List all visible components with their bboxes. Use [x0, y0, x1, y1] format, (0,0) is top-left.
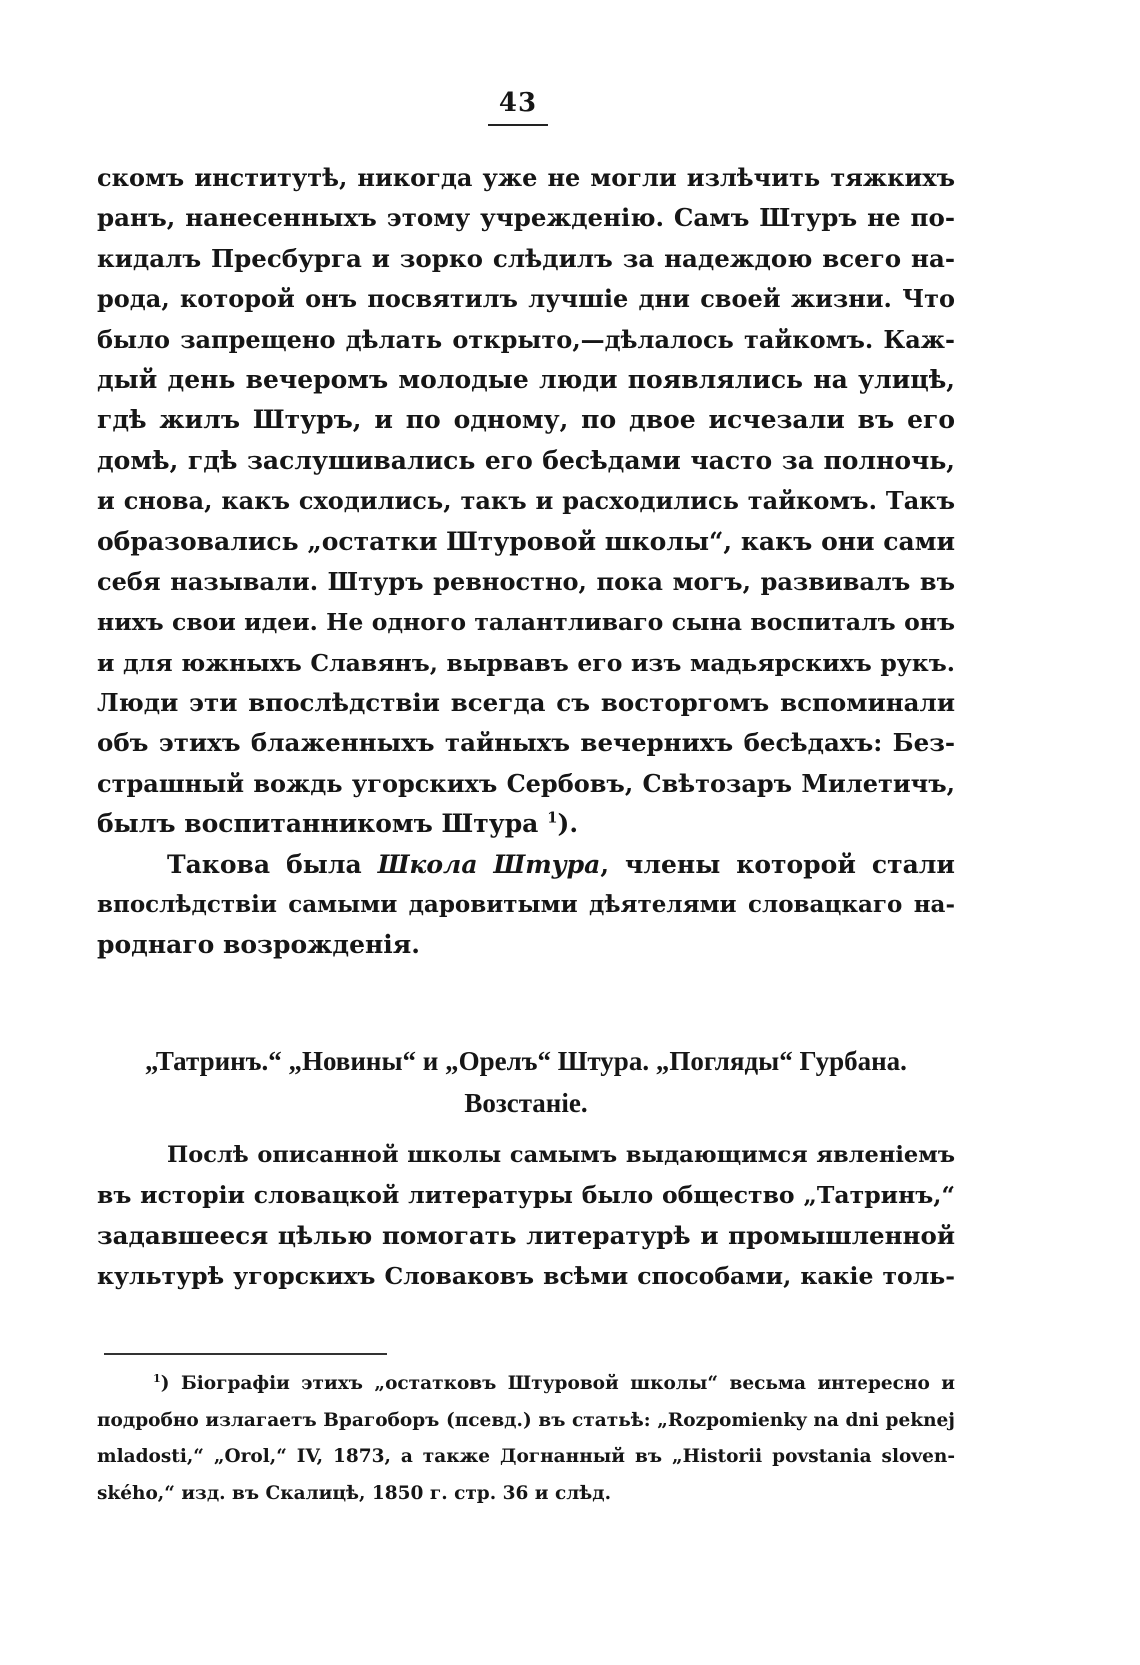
text-span: былъ воспитанникомъ Штура: [97, 809, 539, 839]
page-number-underline: [488, 124, 548, 126]
text-span: , члены которой стали: [600, 849, 955, 879]
text-line: и снова, какъ сходились, такъ и расходились тайкомъ. Такъ: [97, 486, 955, 516]
text-line: гдѣ жилъ Штуръ, и по одному, по двое исчезали въ его: [97, 405, 955, 435]
footnote-line: mladosti,“ „Orol,“ IV, 1873, а также Догнанный въ „Historii povstania sloven-: [97, 1446, 955, 1467]
paragraph-first-line: Послѣ описанной школы самымъ выдающимся явленіемъ: [167, 1142, 955, 1168]
paragraph-first-line: [97, 845, 955, 885]
text-line: было запрещено дѣлать открыто,—дѣлалось тайкомъ. Каж-: [97, 324, 955, 354]
text-line: рода, которой онъ посвятилъ лучшіе дни своей жизни. Что: [97, 284, 955, 314]
text-line: культурѣ угорскихъ Словаковъ всѣми способами, какіе толь-: [97, 1262, 955, 1291]
text-span: ).: [557, 809, 579, 839]
text-line: нихъ свои идеи. Не одного талантливаго сына воспиталъ онъ: [97, 608, 955, 637]
text-line: впослѣдствіи самыми даровитыми дѣятелями словацкаго на-: [97, 891, 955, 919]
section-heading-line: „Татринъ.“ „Новины“ и „Орелъ“ Штура. „Погляды“ Гурбана.: [145, 1046, 907, 1076]
text-line: себя называли. Штуръ ревностно, пока могъ, развивалъ въ: [97, 566, 955, 596]
text-line: скомъ институтѣ, никогда уже не могли излѣчить тяжкихъ: [97, 163, 955, 192]
footnote-separator: [104, 1353, 387, 1355]
paragraph-last-line: [97, 804, 955, 844]
text-line: въ исторіи словацкой литературы было общество „Татринъ,“: [97, 1181, 955, 1210]
text-line: кидалъ Пресбурга и зорко слѣдилъ за надеждою всего на-: [97, 243, 955, 273]
footnote-mark: 1: [153, 1371, 161, 1385]
paragraph-last-line: роднаго возрожденія.: [97, 930, 420, 960]
text-span: ) Біографіи этихъ „остатковъ Штуровой школы“ весьма интересно и: [160, 1373, 955, 1394]
text-line: домѣ, гдѣ заслушивались его бесѣдами часто за полночь,: [97, 445, 955, 475]
page-number: 43: [498, 88, 538, 118]
section-heading-line: Возстаніе.: [464, 1088, 588, 1118]
text-line: ранъ, нанесенныхъ этому учрежденію. Самъ Штуръ не по-: [97, 203, 955, 233]
text-line: и для южныхъ Славянъ, вырвавъ его изъ мадьярскихъ рукъ.: [97, 648, 955, 677]
text-line: образовались „остатки Штуровой школы“, какъ они сами: [97, 526, 955, 556]
text-line: дый день вечеромъ молодые люди появлялись на улицѣ,: [97, 364, 955, 394]
main-text: [97, 158, 955, 966]
footnotes: [97, 1366, 955, 1512]
italic-term: Школа Штура: [377, 849, 601, 879]
text-line: объ этихъ блаженныхъ тайныхъ вечернихъ бесѣдахъ: Без-: [97, 728, 955, 758]
text-line: Люди эти впослѣдствіи всегда съ восторгомъ вспоминали: [97, 688, 955, 718]
section-heading: [97, 1040, 955, 1124]
text-line: страшный вождь угорскихъ Сербовъ, Свѣтозаръ Милетичъ,: [97, 768, 955, 798]
text-span: Такова была: [167, 849, 378, 879]
section-text: [97, 1135, 955, 1297]
footnote-last-line: ského,“ изд. въ Скалицѣ, 1850 г. стр. 36 и слѣд.: [97, 1482, 612, 1504]
footnote-first-line: [97, 1366, 955, 1403]
footnote-reference[interactable]: 1: [547, 808, 558, 827]
footnote-line: подробно излагаетъ Врагоборъ (псевд.) въ статьѣ: „Rozpomienky na dni peknej: [97, 1409, 955, 1431]
text-line: задавшееся цѣлью помогать литературѣ и промышленной: [97, 1220, 955, 1250]
